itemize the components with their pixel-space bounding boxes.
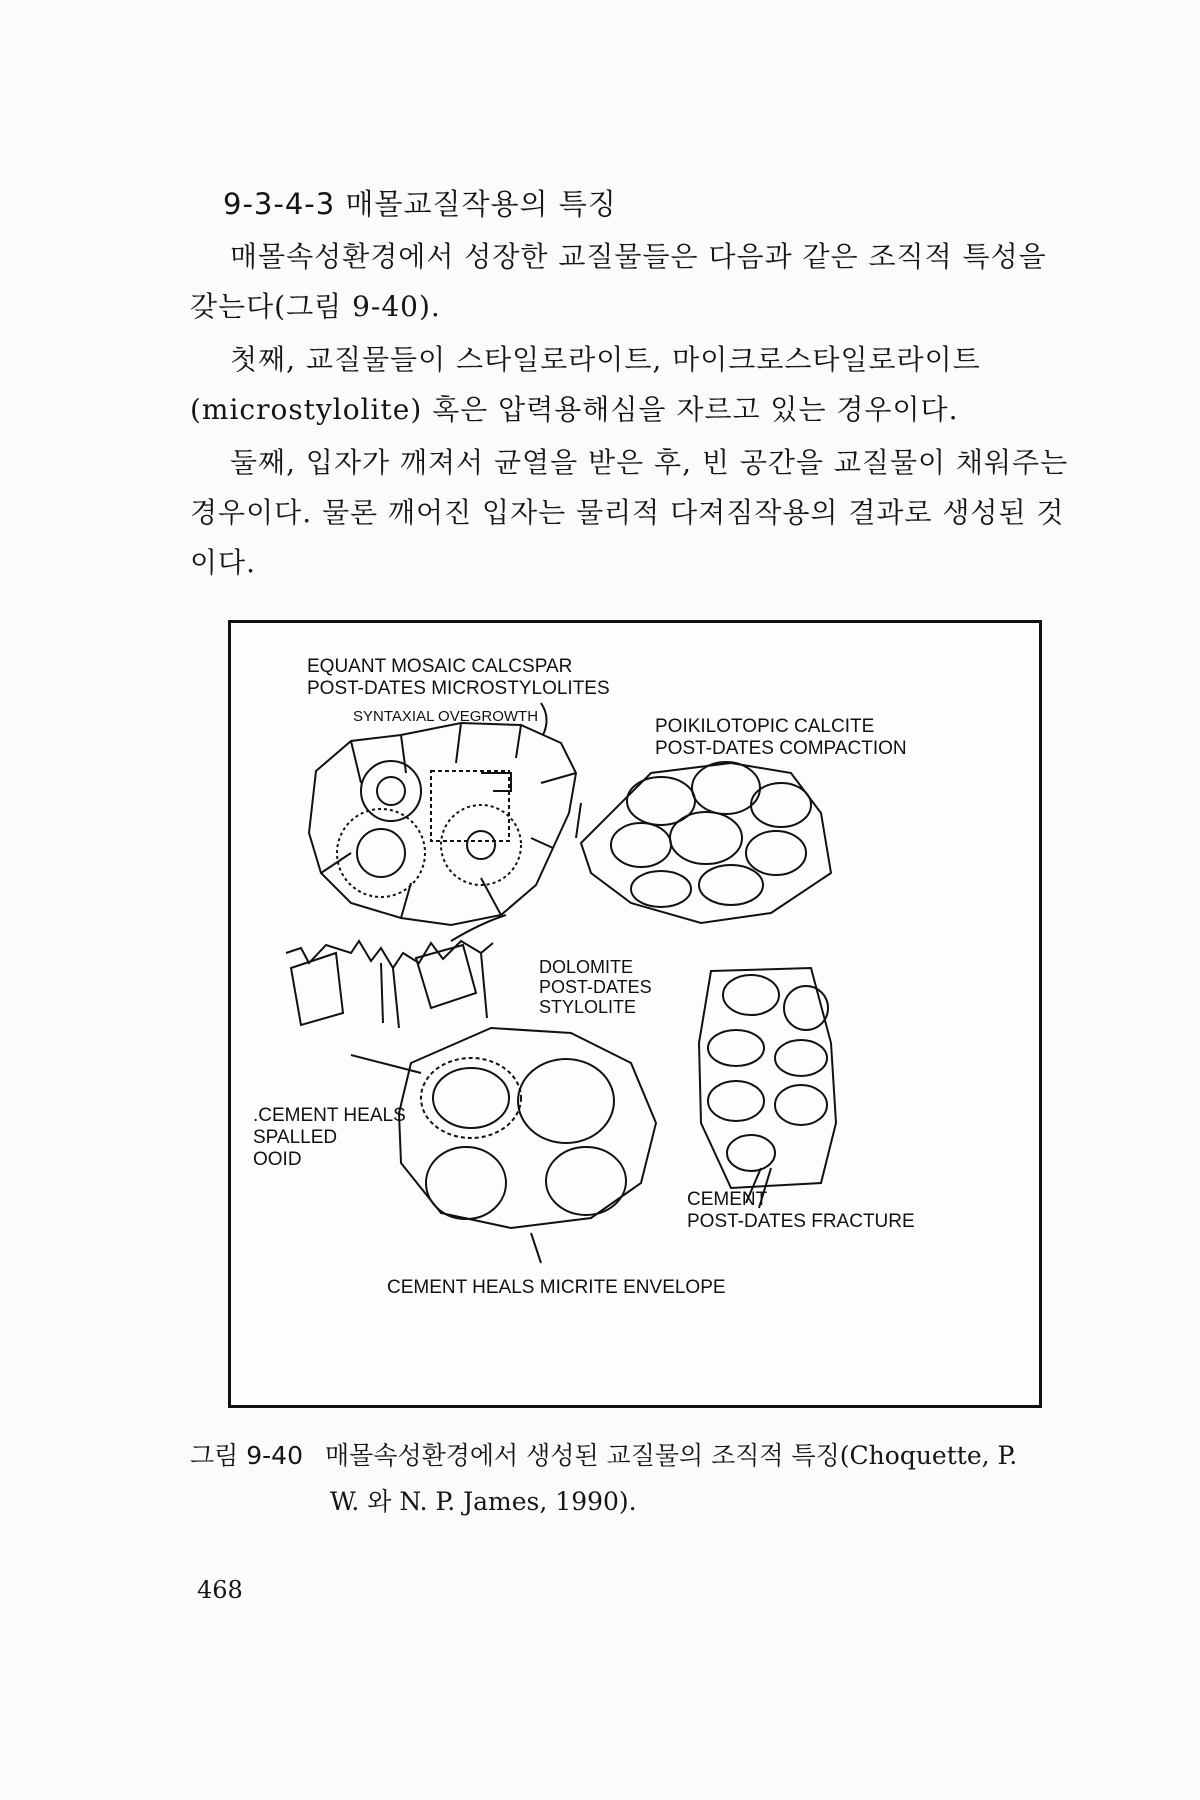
- caption-label: 그림 9-40: [190, 1441, 303, 1470]
- label-dolomite: DOLOMITE POST-DATES STYLOLITE: [539, 957, 652, 1017]
- label-cement-spalled: .CEMENT HEALS SPALLED OOID: [253, 1105, 406, 1170]
- section-heading: 9-3-4-3 매몰교질작용의 특징: [223, 187, 617, 221]
- figure-caption: [190, 1433, 1090, 1525]
- paragraph-first: 첫째, 교질물들이 스타일로라이트, 마이크로스타일로라이트(microstylolite) 혹은 압력용해심을 자르고 있는 경우이다.: [190, 343, 981, 426]
- label-syntaxial-overgrowth: SYNTAXIAL OVEGROWTH: [353, 708, 539, 725]
- page-number: 468: [197, 1576, 243, 1604]
- figure-9-40: [228, 620, 1042, 1408]
- label-poikilotopic: POIKILOTOPIC CALCITE POST-DATES COMPACTION: [655, 716, 907, 759]
- body-text: [190, 232, 1080, 591]
- caption-line1: 매몰속성환경에서 생성된 교질물의 조직적 특징(Choquette, P.: [325, 1441, 1018, 1470]
- caption-line2: W. 와 N. P. James, 1990).: [330, 1487, 637, 1516]
- sketch-fracture: [699, 968, 836, 1208]
- paragraph-second: 둘째, 입자가 깨져서 균열을 받은 후, 빈 공간을 교질물이 채워주는 경우이다. 물론 깨어진 입자는 물리적 다져짐작용의 결과로 생성된 것이다.: [190, 446, 1069, 579]
- label-equant-mosaic: EQUANT MOSAIC CALCSPAR POST-DATES MICROSTYLOLITES: [307, 656, 610, 699]
- label-cement-fracture: CEMENT POST-DATES FRACTURE: [687, 1189, 915, 1232]
- paragraph-intro: 매몰속성환경에서 성장한 교질물들은 다음과 같은 조직적 특성을 갖는다(그림 9-40).: [190, 240, 1047, 323]
- label-cement-micrite: CEMENT HEALS MICRITE ENVELOPE: [387, 1277, 726, 1298]
- sketch-dolomite-stylolite: [286, 915, 506, 1028]
- sketch-poikilotopic: [576, 762, 831, 923]
- sketch-equant-mosaic: [309, 703, 576, 925]
